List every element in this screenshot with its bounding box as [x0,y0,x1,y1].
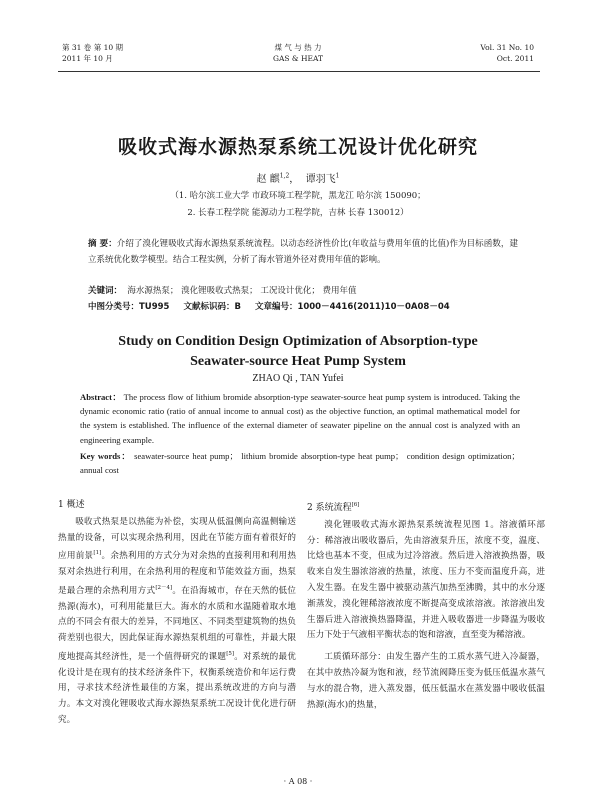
header-volume-en: Vol. 31 No. 10 [480,43,534,52]
keywords-en [80,449,520,477]
section-1-text-a: 吸收式热泵是以热能为补偿，实现从低温侧向高温侧输送热量的设备，可以实现余热利用，因此在节能方面有着很好的应用前景 [58,516,296,562]
section-1-text-b: 。余热利用的方式分为对余热的直接利用和利用热泵对余热进行利用，在余热利用的程度和节能效益方面，热泵是最合理的余热利用方式 [58,551,296,596]
citation-2-4: [2－4] [155,584,173,591]
header-date-cn: 2011 年 10 月 [62,54,113,63]
title-cn: 吸收式海水源热泵系统工况设计优化研究 [117,136,478,158]
section-2-heading [307,498,545,517]
keywords-cn [88,284,518,298]
title-en-line-1: Study on Condition Design Optimization of Absorption-type [118,334,478,349]
affiliation-2: 2. 长春工程学院 能源动力工程学院，吉林 长春 130012） [187,208,409,218]
authors-cn [0,170,596,185]
authors-en: ZHAO Qi , TAN Yufei [252,373,344,384]
keywords-en-text: seawater-source heat pump； lithium bromide absorption-type heat pump； condition design optimization； annual cost [80,451,521,476]
article-number: 文章编号：1000－4416(2011)10－0A08－04 [254,302,450,312]
keywords-cn-label: 关键词： [88,286,123,296]
section-1-paragraph [58,515,296,729]
section-1-text-c: 。在沿海城市，存在天然的低位热源(海水)，可利用能量巨大。海水的水质和水温随着取水地点的不同会有很大的差异，不同地区、不同类型建筑物的热负荷差别也很大，因此保证海水源热泵机组的可靠性，并最大限度地提高其经济性，是一个值得研究的课题 [58,585,296,662]
clc-number: 中图分类号：TU995 [88,302,170,312]
section-2-paragraph-2: 工质循环部分：由发生器产生的工质水蒸气进入冷凝器，在其中放热冷凝为饱和液，经节流阀降压变为低压低温水蒸气与水的混合物，进入蒸发器，低压低温水在蒸发器中吸收低温热源(海水)的热量， [307,652,545,710]
page-number: · A 08 · [283,777,313,786]
document-code: 文献标识码：B [183,302,241,312]
abstract-cn-text: 介绍了溴化锂吸收式海水源热泵系统流程。以动态经济性价比(年收益与费用年值的比值)作为目标函数，建立系统优化数学模型。结合工程实例，分析了海水管道外径对费用年值的影响。 [88,239,518,265]
header-volume: 第 31 卷 第 10 期 [62,43,124,52]
abstract-cn-label: 摘 要： [88,239,117,249]
citation-5: [5] [226,650,235,657]
citation-1: [1] [93,550,102,557]
abstract-cn [88,236,518,268]
header-rule [58,71,540,72]
body-column-left [58,498,296,729]
citation-6: [6] [351,502,360,508]
abstract-en [80,390,520,447]
title-en-line-2: Seawater-source Heat Pump System [190,354,406,369]
body-column-right [307,498,545,713]
header-date-en: Oct. 2011 [496,54,534,63]
classification-line [88,300,518,314]
header-volume-info-en [480,42,534,64]
abstract-en-text: The process flow of lithium bromide absorption-type seawater-source heat pump system is introduced. Taking the dynamic economic ratio (ratio of annual income to annual cost) as the objective function, an optimal mathematical model for the system is established. The influence of the external diameter of seawater pipeline on the annual cost is analyzed with an engineering example. [80,392,520,445]
author-separator: ， [289,174,300,185]
journal-name-en: GAS & HEAT [272,54,323,63]
keywords-en-label: Key words： [80,451,131,461]
keywords-cn-text: 海水源热泵； 溴化锂吸收式热泵； 工况设计优化； 费用年值 [127,286,357,296]
author-1-affiliation: 1,2 [279,172,290,180]
affiliation-1: （1. 哈尔滨工业大学 市政环境工程学院，黑龙江 哈尔滨 150090； [170,191,426,201]
author-1: 赵 麒 [256,174,280,185]
journal-name-cn: 煤 气 与 热 力 [274,43,322,52]
author-2-affiliation: 1 [335,172,340,180]
section-2-paragraph-1: 溴化锂吸收式海水源热泵系统流程见图 1。溶液循环部分：稀溶液出吸收器后，先由溶液泵升压，浓度不变，温度、比焓也基本不变，但成为过冷溶液。然后进入溶液换热器，吸收来自发生器浓溶液的热量，浓度、压力不变而温度升高，进入发生器。在发生器中被驱动蒸汽加热至沸腾，其中的水分逐渐蒸发，溴化锂稀溶液浓度不断提高变成浓溶液。浓溶液出发生器后进入溶液换热器降温，并进入吸收器进一步降温为吸收压力下处于气液相平衡状态的饱和溶液，直至变为稀溶液。 [307,519,545,641]
section-1-heading: 1 概述 [58,500,85,510]
section-1-text-d: 。对系统的最优化设计是在现有的技术经济条件下，权衡系统造价和年运行费用，寻求技术经济性最佳的方案，提出系统改进的方向与潜力。本文对溴化锂吸收式海水源热泵系统工况设计优化进行研究。 [58,651,296,725]
section-2-heading-text: 2 系统流程 [307,503,352,513]
author-2: 谭羽飞 [305,174,336,185]
abstract-en-label: Abstract： [80,392,122,402]
